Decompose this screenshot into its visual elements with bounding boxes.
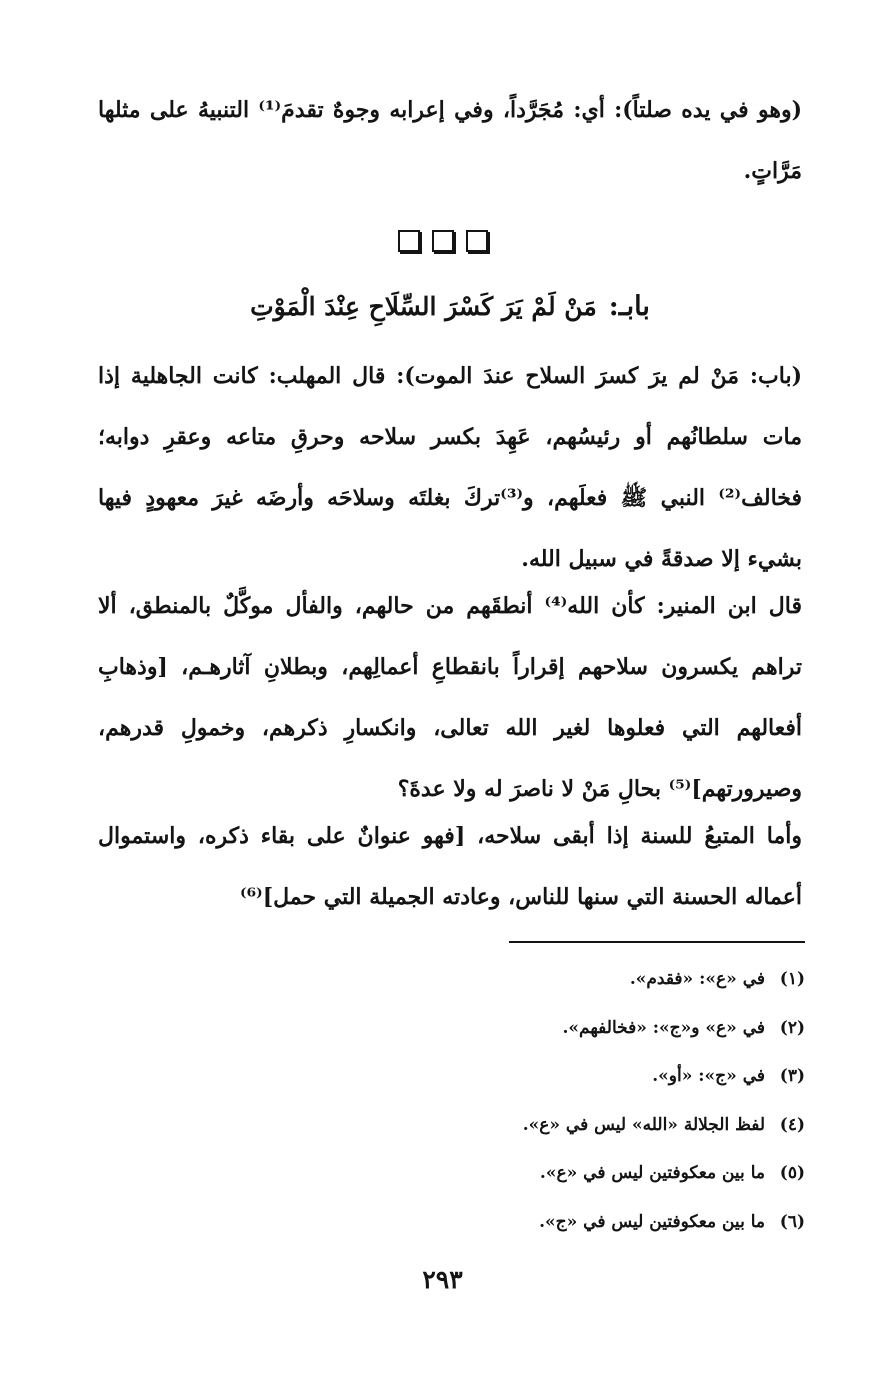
ibn-munir-paragraph: قال ابن المنير: كأن الله⁽⁴⁾ أنطقَهم من حالهم، والفأل موكَّلٌ بالمنطق، ألا تراهم يكسرون سلاحهم إقراراً بانقطاعِ أعمالِهم، وبطلانِ آثارهـم، [وذهابِ أفعالهم التي فعلوها لغير الله تعالى، وانكسارِ ذكرهم، وخمولِ قدرهم، وصيرورتهم]⁽⁵⁾ بحالِ مَنْ لا ناصرَ له ولا عدةَ؟	[98, 593, 803, 802]
square-ornament-icon	[398, 230, 420, 252]
footnote-number: (٥)	[779, 1163, 805, 1183]
footnote-divider	[509, 941, 805, 943]
intro-paragraph: (وهو في يده صلتاً): أي: مُجَرَّداً، وفي إعرابه وجوهٌ تقدمَ⁽¹⁾ التنبيهُ على مثلها مَرَّاتٍ.	[98, 97, 802, 184]
footnote-text: ما بين معكوفتين ليس في «ع».	[539, 1163, 765, 1183]
footnote-text: في «ع»: «فقدم».	[629, 969, 765, 989]
chapter-heading-label: بابـ:	[608, 291, 650, 322]
footnote-number: (٤)	[779, 1114, 805, 1135]
section-separator	[0, 230, 885, 252]
footnote-item	[145, 1052, 805, 1101]
footnote-item	[145, 1004, 805, 1053]
page-number: ٢٩٣	[422, 1265, 463, 1294]
mutabi-paragraph: وأما المتبعُ للسنة إذا أبقى سلاحه، [فهو عنوانٌ على بقاء ذكره، واستموال أعماله الحسنة التي سنها للناس، وعادته الجميلة التي حمل]⁽⁶⁾	[98, 823, 802, 910]
square-ornament-icon	[432, 230, 454, 252]
footnote-text: في «ج»: «أو».	[652, 1066, 765, 1086]
footnote-number: (٢)	[779, 1017, 805, 1038]
footnote-item	[145, 955, 805, 1004]
chapter-heading-title: مَنْ لَمْ يَرَ كَسْرَ السِّلَاحِ عِنْدَ الْمَوْتِ	[250, 292, 597, 321]
footnote-text: ما بين معكوفتين ليس في «ج».	[539, 1211, 765, 1232]
bab-explanation-paragraph: (باب: مَنْ لم يرَ كسرَ السلاح عندَ الموت): قال المهلب: كانت الجاهلية إذا مات سلطانُهم أو رئيسُهم، عَهِدَ بكسر سلاحه وحرقِ متاعه وعقرِ دوابه؛ فخالف⁽²⁾ النبي ﷺ فعلَهم، و⁽³⁾تركَ بغلتَه وسلاحَه وأرضَه غيرَ معهودٍ فيها بشيء إلا صدقةً في سبيل الله.	[98, 363, 802, 572]
footnote-text: لفظ الجلالة «الله» ليس في «ع».	[522, 1114, 765, 1135]
footnote-item	[145, 1149, 805, 1198]
footnote-number: (١)	[779, 969, 805, 989]
footnote-text: في «ع» و«ج»: «فخالفهم».	[562, 1017, 765, 1038]
footnote-number: (٦)	[779, 1211, 805, 1232]
footnote-item	[145, 1101, 805, 1150]
footnote-number: (٣)	[779, 1066, 805, 1086]
footnote-item	[145, 1198, 805, 1247]
chapter-heading	[98, 284, 802, 330]
square-ornament-icon	[466, 230, 488, 252]
footnotes-list	[145, 955, 805, 1246]
